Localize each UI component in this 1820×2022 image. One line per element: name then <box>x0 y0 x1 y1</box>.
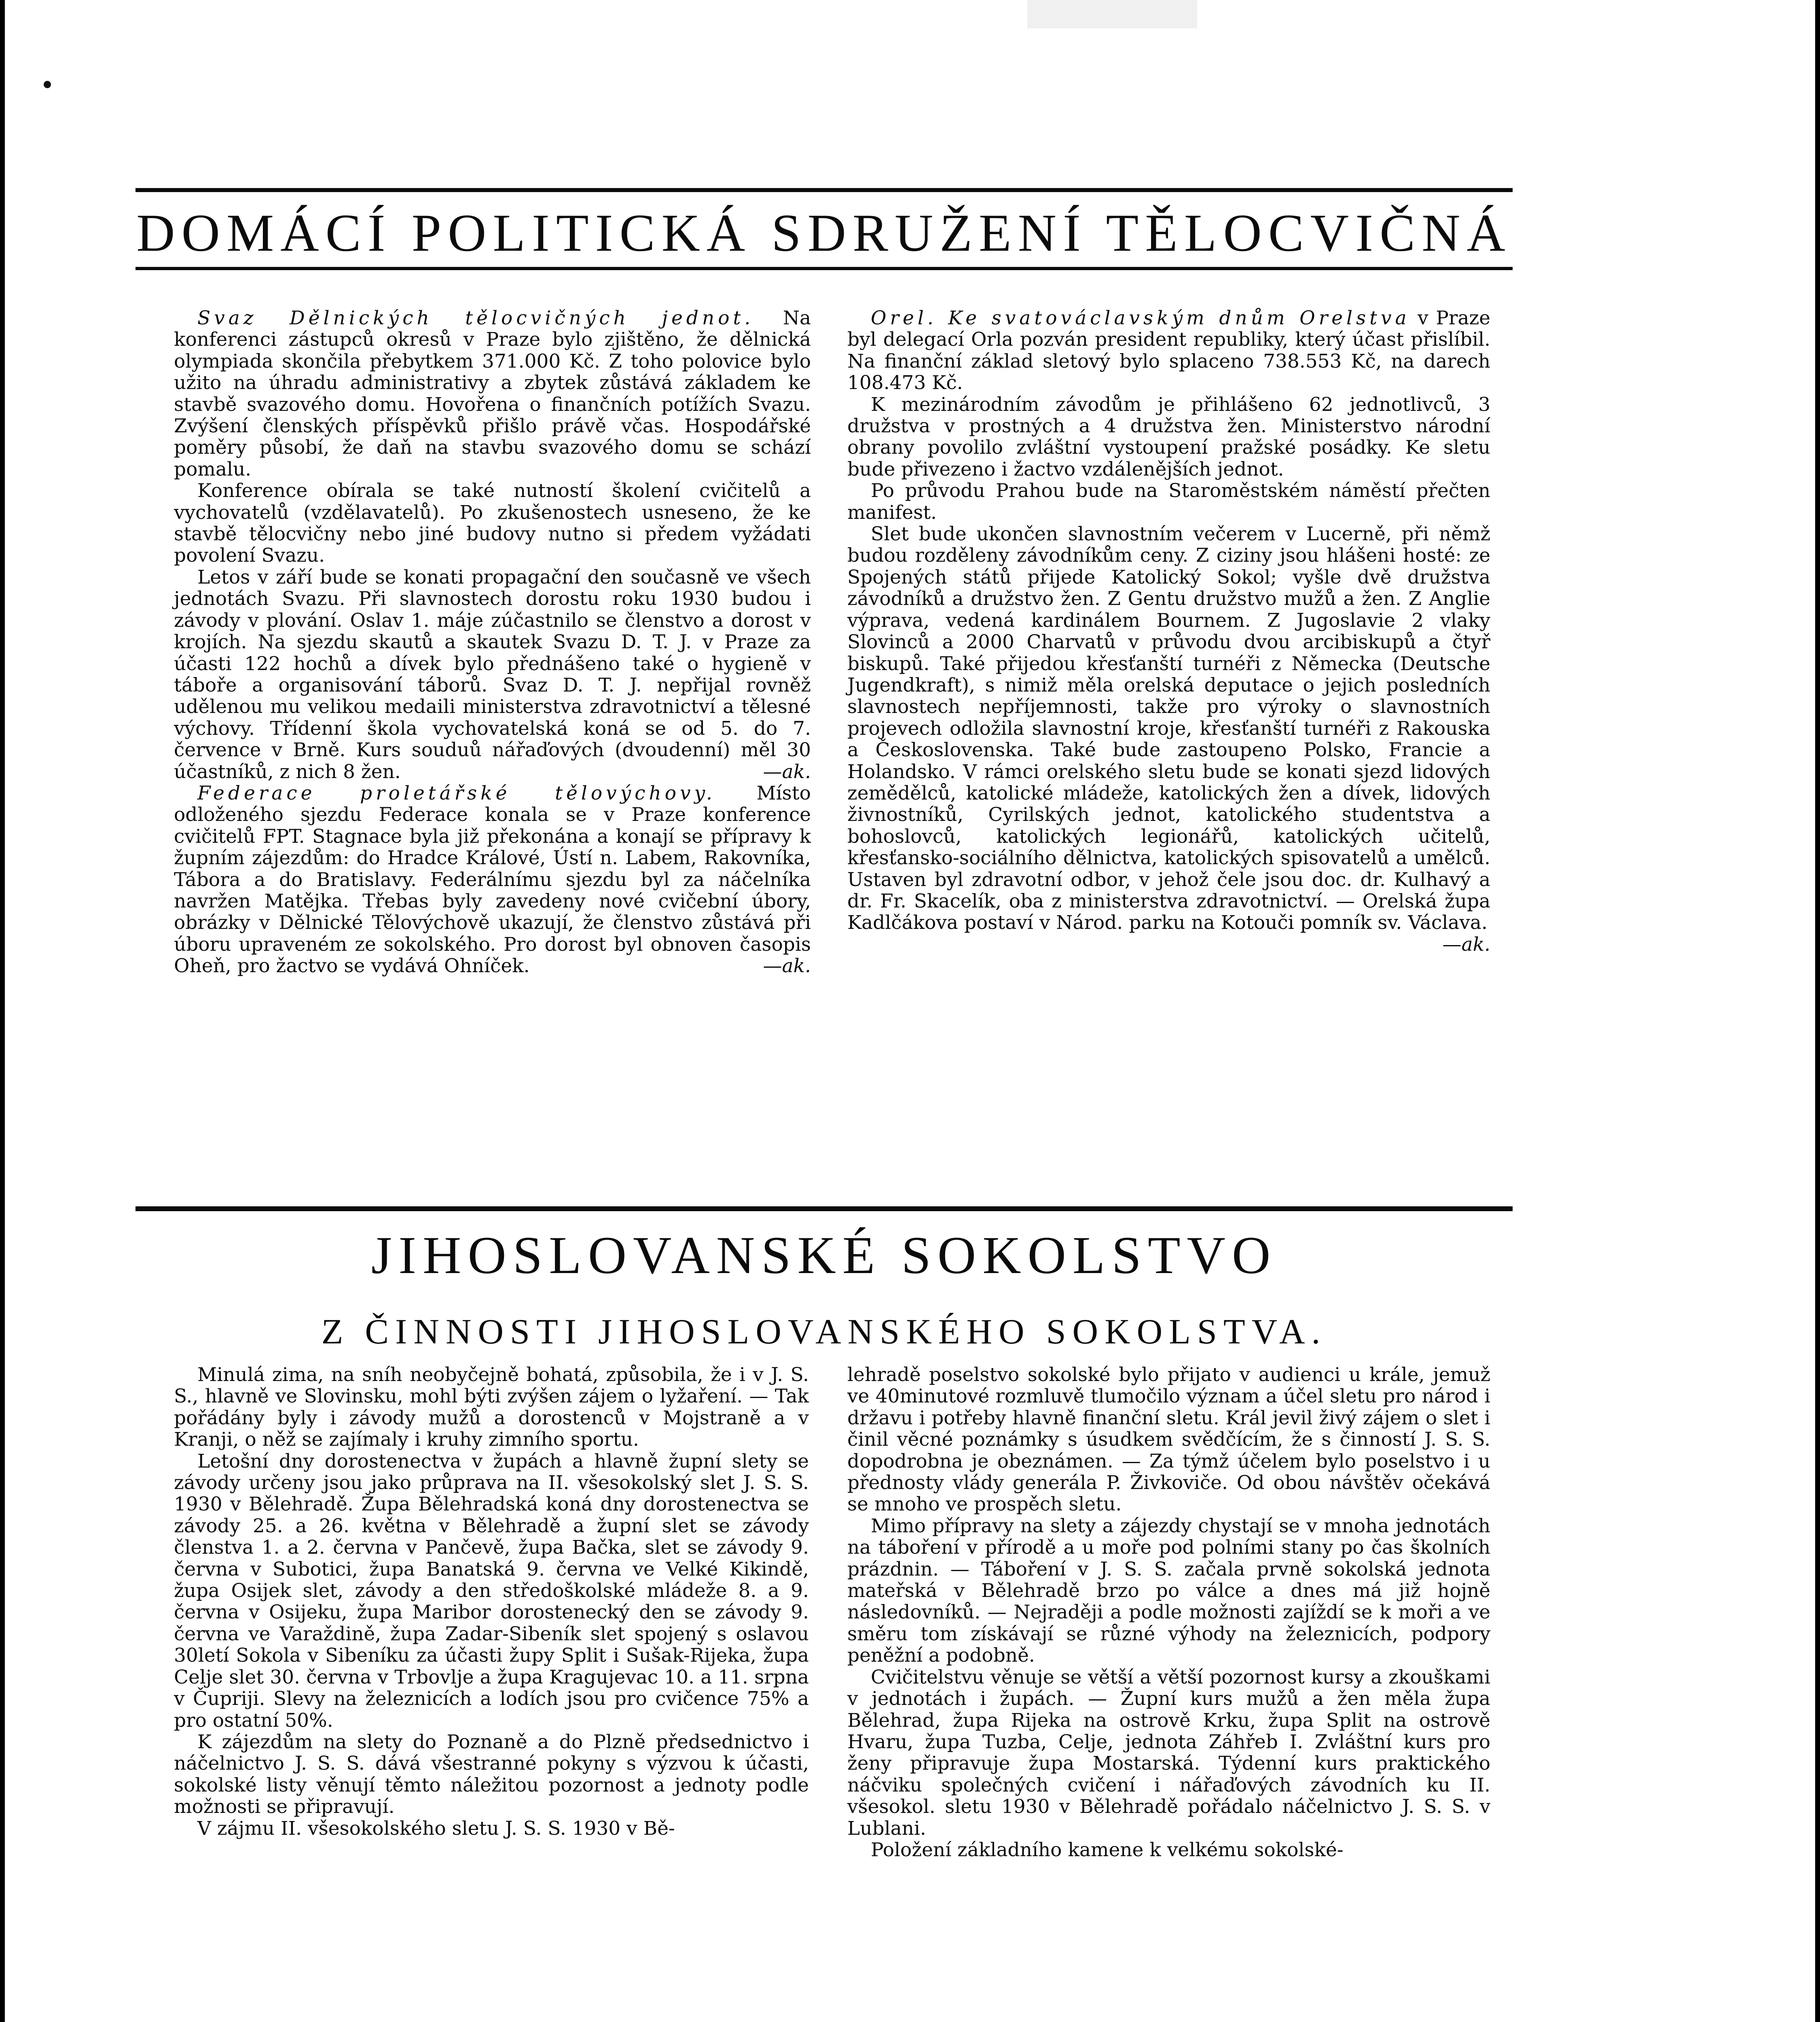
section2-left-column <box>174 1364 809 1839</box>
paragraph <box>174 1731 809 1818</box>
paragraph-text: v Praze byl delegací Orla pozván president republiky, který účast přislíbil. Na finanční základ sletový bylo splaceno 738.553 Kč, na darech 108.473 Kč. <box>847 307 1490 394</box>
paragraph-text: Letos v září bude se konati propagační den současně ve všech jednotách Svazu. Při slavnostech dorostu roku 1930 budou i závody v plování. Oslav 1. máje zúčastnilo se členstvo a dorost v krojích. Na sjezdu skautů a skautek Svazu D. T. J. v Praze za účasti 122 hochů a dívek bylo přednášeno také o hygieně v táboře a organisování táborů. Svaz D. T. J. nepřijal rovněž udělenou mu velikou medaili ministerstva zdravotnictví a tělesné výchovy. Třídenní škola vychovatelská koná se od 5. do 7. července v Brně. Kurs souduů nářaďových (dvoudenní) měl 30 účastníků, z nich 8 žen. <box>174 566 811 783</box>
scan-border-right <box>1815 0 1820 2022</box>
header-rule-top <box>135 188 1513 192</box>
paragraph-text: Slet bude ukončen slavnostním večerem v Lucerně, při němž budou rozděleny závodníkům ceny. Z ciziny jsou hlášeni hosté: ze Spojených států přijede Katolický Sokol; vyšle dvě družstva závodníků a družstvo žen. Z Gentu družstvo mužů a žen. Z Anglie výprava, vedená kardinálem Bournem. Z Jugoslavie 2 vlaky Slovinců a 2000 Charvatů v průvodu dvou arcibiskupů a čtyř biskupů. Také přijedou křesťanští turnéři z Německa (Deutsche Jugendkraft), s nimiž měla orelská deputace o jejich posledních slavnostech nepříjemnosti, takže pro výroky o slavnostních projevech odložila slavnostní kroje, křesťanští turnéři z Rakouska a Československa. Také bude zastoupeno Polsko, Francie a Holandsko. V rámci orelského sletu bude se konati sjezd lidových zemědělců, katolické mládeže, katolických žen a dívek, lidových živnostníků, Cyrilských jednot, katolického studentstva a bohoslovců, katolických legionářů, katolických učitelů, křesťansko-sociálního dělnictva, katolických spisovatelů a umělců. Ustaven byl zdravotní odbor, v jehož čele jsou doc. dr. Kulhavý a dr. Fr. Skacelík, oba z ministerstva zdravotnictví. — Orelská župa Kadlčákova postaví v Národ. parku na Kotouči pomník sv. Václava. <box>847 523 1490 934</box>
lead-in: Svaz Dělnických tělocvičných jednot. <box>197 307 754 329</box>
paragraph-text: Po průvodu Prahou bude na Staroměstském náměstí přečten manifest. <box>847 480 1490 524</box>
paragraph-text: Minulá zima, na sníh neobyčejně bohatá, způsobila, že i v J. S. S., hlavně ve Slovinsku, mohl býti zvýšen zájem o lyžaření. — Tak pořádány byly i závody mužů a dorostenců v Mojstraně a v Kranji, o něž se zajímaly i kruhy zimního sportu. <box>174 1364 809 1451</box>
author-signature: —ak. <box>1442 933 1490 956</box>
lead-in: Federace proletářské tělovýchovy. <box>197 782 716 804</box>
paragraph <box>847 523 1490 956</box>
paragraph-text: Místo odloženého sjezdu Federace konala se v Praze konference cvičitelů FPT. Stagnace byla již překonána a konají se přípravy k župním zájezdům: do Hradce Králové, Ústí n. Labem, Rakovníka, Tábora a do Bratislavy. Federálnímu sjezdu byl za náčelníka navržen Matějka. Třebas byly zavedeny nové cvičební úbory, obrázky v Dělnické Tělovýchově ukazují, že členstvo zůstává při úboru upraveném ze sokolského. Pro dorost byl obnoven časopis Oheň, pro žactvo se vydává Ohníček. <box>174 782 811 977</box>
paragraph <box>847 1364 1490 1515</box>
paragraph-text: K mezinárodním závodům je přihlášeno 62 jednotlivců, 3 družstva v prostných a 4 družstva žen. Ministerstvo národní obrany povolilo zvláštní vystoupení pražské posádky. Ke sletu bude přivezeno i žactvo vzdálenějších jednot. <box>847 393 1490 480</box>
section-title-jihoslovanske: JIHOSLOVANSKÉ SOKOLSTVO <box>371 1225 1277 1285</box>
scan-border-left <box>0 0 5 2022</box>
paragraph <box>847 1667 1490 1839</box>
paragraph <box>847 1839 1490 1861</box>
header-rule-bottom <box>135 267 1513 270</box>
paragraph <box>174 307 811 480</box>
paragraph-text: lehradě poselstvo sokolské bylo přijato v audienci u krále, jemuž ve 40minutové rozmluvě tlumočilo význam a účel sletu pro národ i državu i potřeby hlavně finanční sletu. Král jevil živý zájem o slet i činil věcné poznámky s úsudkem svědčícím, že s činností J. S. S. dopodrobna je obeznámen. — Za týmž účelem bylo poselstvo i u přednosty vlády generála P. Živkoviče. Od obou návštěv očekává se mnoho ve prospěch sletu. <box>847 1364 1490 1516</box>
paragraph <box>847 1515 1490 1667</box>
paragraph-text: Na konferenci zástupců okresů v Praze bylo zjištěno, že dělnická olympiada skončila přebytkem 371.000 Kč. Z toho polovice bylo užito na úhradu administrativy a zbytek zůstává základem ke stavbě svazového domu. Hovořena o finančních potížích Svazu. Zvýšení členských příspěvků přišlo právě včas. Hospodářské poměry působí, že daň na stavbu svazového domu se schází pomalu. <box>174 307 811 480</box>
paragraph <box>847 480 1490 523</box>
section2-rule-top <box>135 1206 1513 1211</box>
paragraph-text: K zájezdům na slety do Poznaně a do Plzně předsednictvo i náčelnictvo J. S. S. dává všestranné pokyny s výzvou k účasti, sokolské listy věnují těmto náležitou pozornost a jednoty podle možnosti se připravují. <box>174 1730 809 1818</box>
paragraph <box>847 307 1490 394</box>
paragraph <box>174 783 811 977</box>
section1-left-column <box>174 307 811 977</box>
paragraph-text: Položení základního kamene k velkému sokolské- <box>871 1838 1344 1861</box>
section-subtitle: Z ČINNOSTI JIHOSLOVANSKÉHO SOKOLSTVA. <box>321 1312 1327 1352</box>
paragraph <box>174 1364 809 1451</box>
section-title-domaci: DOMÁCÍ POLITICKÁ SDRUŽENÍ TĚLOCVIČNÁ <box>136 203 1512 262</box>
paragraph <box>174 1818 809 1839</box>
scan-artifact-strip <box>1027 0 1197 28</box>
section1-right-column <box>847 307 1490 955</box>
paragraph-text: Letošní dny dorostenectva v župách a hlavně župní slety se závody určeny jsou jako průprava na II. všesokolský slet J. S. S. 1930 v Bělehradě. Župa Bělehradská koná dny dorostenectva se závody 25. a 26. května v Bělehradě a župní slet se závody členstva 1. a 2. června v Pančevě, župa Bačka, slet se závody 9. června v Subotici, župa Banatská 9. června ve Velké Kikindě, župa Osijek slet, závody a den středoškolské mládeže 8. a 9. června v Osijeku, župa Maribor dorostenecký den se závody 9. června ve Varaždině, župa Zadar-Sibeník slet spojený s oslavou 30letí Sokola v Sibeníku za účasti župy Split i Sušak-Rijeka, župa Celje slet 30. června v Trbovlje a župa Kragujevac 10. a 11. srpna v Čupriji. Slevy na železnicích a lodích jsou pro cvičence 75% a pro ostatní 50%. <box>174 1450 809 1732</box>
scan-speck <box>44 81 51 88</box>
paragraph <box>174 1451 809 1731</box>
paragraph <box>847 394 1490 480</box>
author-signature: —ak. <box>763 955 811 977</box>
author-signature: —ak. <box>763 760 811 783</box>
paragraph-text: Cvičitelstvu věnuje se větší a větší pozornost kursy a zkouškami v jednotách i župách. — Župní kurs mužů a žen měla župa Bělehrad, župa Rijeka na ostrově Krku, župa Split na ostrově Hvaru, župa Tuzba, Celje, jednota Záhřeb I. Zvláštní kurs pro ženy připravuje župa Mostarská. Týdenní kurs praktického náčviku společných cvičení i nářaďových závodních ku II. všesokol. sletu 1930 v Bělehradě pořádalo náčelnictvo J. S. S. v Lublani. <box>847 1666 1490 1840</box>
section2-right-column <box>847 1364 1490 1861</box>
paragraph-text: Konference obírala se také nutností školení cvičitelů a vychovatelů (vzdělavatelů). Po zkušenostech usneseno, že ke stavbě tělocvičny nebo jiné budovy nutno si předem vyžádati povolení Svazu. <box>174 480 811 567</box>
paragraph <box>174 567 811 783</box>
paragraph-text: Mimo přípravy na slety a zájezdy chystají se v mnoha jednotách na táboření v přírodě a u moře pod polními stany po čas školních prázdnin. — Táboření v J. S. S. začala prvně sokolská jednota mateřská v Bělehradě brzo po válce a dnes má již hojně následovníků. — Nejraději a podle možnosti zajíždí se k moři a ve směru tom získávají se různé výhody na železnicích, podpory peněžní a podobně. <box>847 1514 1490 1667</box>
paragraph <box>174 480 811 567</box>
paragraph-text: V zájmu II. všesokolského sletu J. S. S. 1930 v Bě- <box>197 1817 675 1840</box>
lead-in: Orel. Ke svatováclavským dnům Orelstva <box>871 307 1410 329</box>
